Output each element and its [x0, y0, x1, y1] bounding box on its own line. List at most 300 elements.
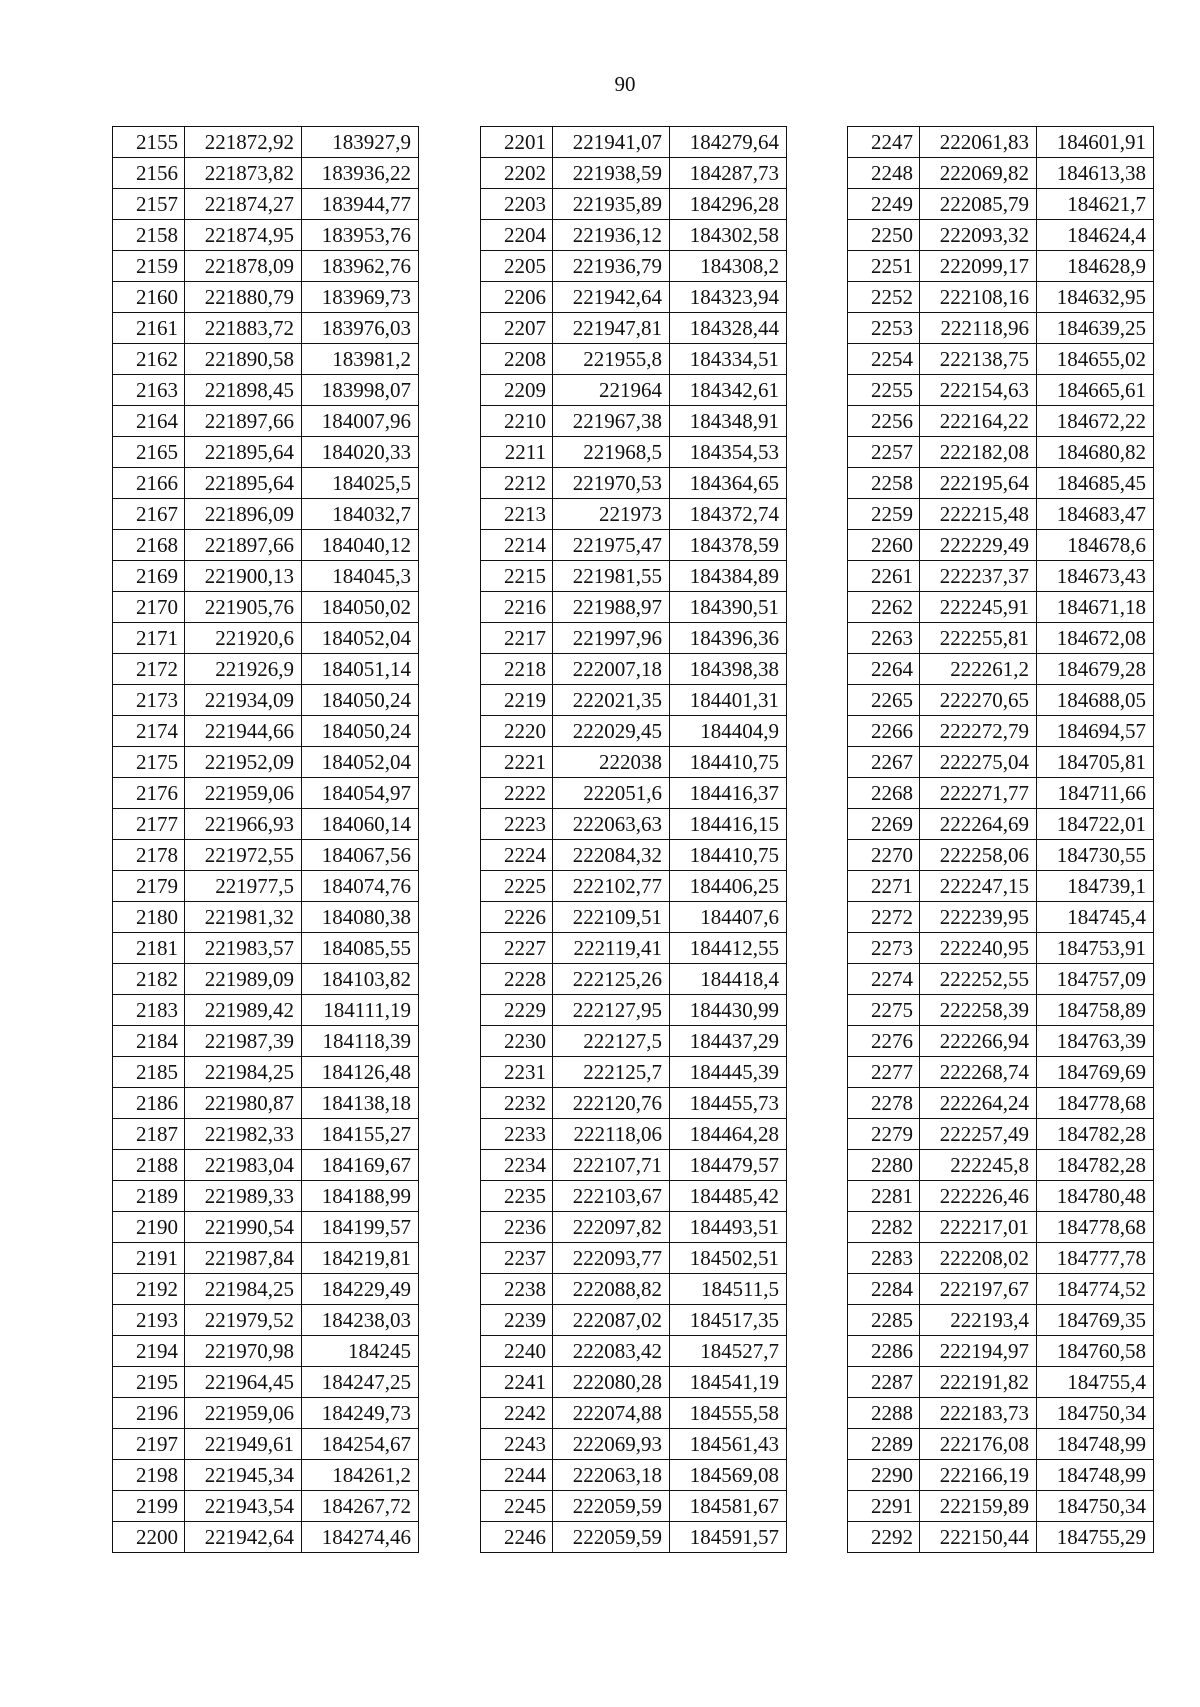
x-coordinate-cell: 222271,77 — [920, 778, 1037, 809]
point-number-cell: 2216 — [481, 592, 553, 623]
x-coordinate-cell: 222164,22 — [920, 406, 1037, 437]
y-coordinate-cell: 184103,82 — [302, 964, 419, 995]
y-coordinate-cell: 184020,33 — [302, 437, 419, 468]
table-row — [481, 158, 787, 189]
x-coordinate-cell: 221989,09 — [185, 964, 302, 995]
x-coordinate-cell: 222239,95 — [920, 902, 1037, 933]
point-number-cell: 2206 — [481, 282, 553, 313]
point-number-cell: 2274 — [848, 964, 920, 995]
x-coordinate-cell: 222247,15 — [920, 871, 1037, 902]
y-coordinate-cell: 184739,1 — [1037, 871, 1154, 902]
point-number-cell: 2175 — [113, 747, 185, 778]
y-coordinate-cell: 184378,59 — [670, 530, 787, 561]
point-number-cell: 2245 — [481, 1491, 553, 1522]
point-number-cell: 2197 — [113, 1429, 185, 1460]
x-coordinate-cell: 221935,89 — [553, 189, 670, 220]
y-coordinate-cell: 184406,25 — [670, 871, 787, 902]
table-row — [481, 437, 787, 468]
x-coordinate-cell: 221977,5 — [185, 871, 302, 902]
y-coordinate-cell: 184054,97 — [302, 778, 419, 809]
x-coordinate-cell: 221878,09 — [185, 251, 302, 282]
point-number-cell: 2260 — [848, 530, 920, 561]
x-coordinate-cell: 222154,63 — [920, 375, 1037, 406]
point-number-cell: 2240 — [481, 1336, 553, 1367]
y-coordinate-cell: 184755,29 — [1037, 1522, 1154, 1553]
y-coordinate-cell: 184025,5 — [302, 468, 419, 499]
point-number-cell: 2178 — [113, 840, 185, 871]
y-coordinate-cell: 184671,18 — [1037, 592, 1154, 623]
point-number-cell: 2285 — [848, 1305, 920, 1336]
y-coordinate-cell: 184517,35 — [670, 1305, 787, 1336]
y-coordinate-cell: 184555,58 — [670, 1398, 787, 1429]
y-coordinate-cell: 184219,81 — [302, 1243, 419, 1274]
point-number-cell: 2229 — [481, 995, 553, 1026]
table-row — [113, 220, 419, 251]
point-number-cell: 2158 — [113, 220, 185, 251]
y-coordinate-cell: 184052,04 — [302, 623, 419, 654]
table-row — [113, 1274, 419, 1305]
page-number: 90 — [614, 72, 636, 96]
table-row — [113, 809, 419, 840]
point-number-cell: 2227 — [481, 933, 553, 964]
point-number-cell: 2164 — [113, 406, 185, 437]
table-row — [848, 1367, 1154, 1398]
table-row — [113, 1522, 419, 1553]
x-coordinate-cell: 222007,18 — [553, 654, 670, 685]
x-coordinate-cell: 222120,76 — [553, 1088, 670, 1119]
table-row — [481, 1336, 787, 1367]
y-coordinate-cell: 184464,28 — [670, 1119, 787, 1150]
y-coordinate-cell: 184138,18 — [302, 1088, 419, 1119]
point-number-cell: 2209 — [481, 375, 553, 406]
table-row — [481, 1305, 787, 1336]
table-row — [848, 251, 1154, 282]
x-coordinate-cell: 222103,67 — [553, 1181, 670, 1212]
point-number-cell: 2222 — [481, 778, 553, 809]
table-row — [848, 189, 1154, 220]
point-number-cell: 2238 — [481, 1274, 553, 1305]
table-row — [481, 1460, 787, 1491]
y-coordinate-cell: 184051,14 — [302, 654, 419, 685]
point-number-cell: 2275 — [848, 995, 920, 1026]
x-coordinate-cell: 222261,2 — [920, 654, 1037, 685]
table-row — [481, 592, 787, 623]
x-coordinate-cell: 222088,82 — [553, 1274, 670, 1305]
x-coordinate-cell: 221938,59 — [553, 158, 670, 189]
table-row — [481, 1119, 787, 1150]
table-row — [481, 530, 787, 561]
x-coordinate-cell: 221981,55 — [553, 561, 670, 592]
table-row — [848, 282, 1154, 313]
table-row — [113, 406, 419, 437]
table-row — [481, 468, 787, 499]
y-coordinate-cell: 184261,2 — [302, 1460, 419, 1491]
y-coordinate-cell: 184372,74 — [670, 499, 787, 530]
y-coordinate-cell: 184126,48 — [302, 1057, 419, 1088]
table-row — [848, 1522, 1154, 1553]
point-number-cell: 2256 — [848, 406, 920, 437]
x-coordinate-cell: 221984,25 — [185, 1274, 302, 1305]
table-row — [481, 1522, 787, 1553]
y-coordinate-cell: 184493,51 — [670, 1212, 787, 1243]
table-row — [481, 1057, 787, 1088]
point-number-cell: 2171 — [113, 623, 185, 654]
point-number-cell: 2219 — [481, 685, 553, 716]
x-coordinate-cell: 222252,55 — [920, 964, 1037, 995]
point-number-cell: 2172 — [113, 654, 185, 685]
y-coordinate-cell: 184254,67 — [302, 1429, 419, 1460]
point-number-cell: 2236 — [481, 1212, 553, 1243]
y-coordinate-cell: 184238,03 — [302, 1305, 419, 1336]
point-number-cell: 2235 — [481, 1181, 553, 1212]
x-coordinate-cell: 221973 — [553, 499, 670, 530]
x-coordinate-cell: 222093,32 — [920, 220, 1037, 251]
table-row — [113, 530, 419, 561]
y-coordinate-cell: 184188,99 — [302, 1181, 419, 1212]
table-row — [113, 1336, 419, 1367]
y-coordinate-cell: 184118,39 — [302, 1026, 419, 1057]
y-coordinate-cell: 184302,58 — [670, 220, 787, 251]
x-coordinate-cell: 221983,04 — [185, 1150, 302, 1181]
point-number-cell: 2270 — [848, 840, 920, 871]
point-number-cell: 2291 — [848, 1491, 920, 1522]
point-number-cell: 2247 — [848, 127, 920, 158]
x-coordinate-cell: 222191,82 — [920, 1367, 1037, 1398]
y-coordinate-cell: 183944,77 — [302, 189, 419, 220]
y-coordinate-cell: 183953,76 — [302, 220, 419, 251]
point-number-cell: 2220 — [481, 716, 553, 747]
point-number-cell: 2208 — [481, 344, 553, 375]
y-coordinate-cell: 184404,9 — [670, 716, 787, 747]
table-row — [113, 1305, 419, 1336]
table-row — [848, 871, 1154, 902]
point-number-cell: 2217 — [481, 623, 553, 654]
point-number-cell: 2258 — [848, 468, 920, 499]
point-number-cell: 2173 — [113, 685, 185, 716]
table-row — [481, 840, 787, 871]
x-coordinate-cell: 221968,5 — [553, 437, 670, 468]
point-number-cell: 2286 — [848, 1336, 920, 1367]
table-row — [848, 778, 1154, 809]
point-number-cell: 2230 — [481, 1026, 553, 1057]
point-number-cell: 2160 — [113, 282, 185, 313]
point-number-cell: 2262 — [848, 592, 920, 623]
y-coordinate-cell: 184410,75 — [670, 747, 787, 778]
point-number-cell: 2207 — [481, 313, 553, 344]
point-number-cell: 2221 — [481, 747, 553, 778]
table-row — [481, 778, 787, 809]
x-coordinate-cell: 222029,45 — [553, 716, 670, 747]
table-row — [848, 1243, 1154, 1274]
x-coordinate-cell: 221979,52 — [185, 1305, 302, 1336]
x-coordinate-cell: 221975,47 — [553, 530, 670, 561]
x-coordinate-cell: 222270,65 — [920, 685, 1037, 716]
x-coordinate-cell: 222226,46 — [920, 1181, 1037, 1212]
point-number-cell: 2233 — [481, 1119, 553, 1150]
table-row — [848, 623, 1154, 654]
y-coordinate-cell: 184364,65 — [670, 468, 787, 499]
table-row — [848, 1429, 1154, 1460]
y-coordinate-cell: 184774,52 — [1037, 1274, 1154, 1305]
table-row — [481, 685, 787, 716]
x-coordinate-cell: 221972,55 — [185, 840, 302, 871]
point-number-cell: 2264 — [848, 654, 920, 685]
y-coordinate-cell: 184748,99 — [1037, 1429, 1154, 1460]
x-coordinate-cell: 221964 — [553, 375, 670, 406]
table-row — [481, 499, 787, 530]
y-coordinate-cell: 184561,43 — [670, 1429, 787, 1460]
y-coordinate-cell: 184672,08 — [1037, 623, 1154, 654]
x-coordinate-cell: 222108,16 — [920, 282, 1037, 313]
y-coordinate-cell: 184782,28 — [1037, 1150, 1154, 1181]
point-number-cell: 2279 — [848, 1119, 920, 1150]
y-coordinate-cell: 184541,19 — [670, 1367, 787, 1398]
y-coordinate-cell: 184080,38 — [302, 902, 419, 933]
y-coordinate-cell: 184777,78 — [1037, 1243, 1154, 1274]
point-number-cell: 2168 — [113, 530, 185, 561]
point-number-cell: 2210 — [481, 406, 553, 437]
table-row — [113, 1398, 419, 1429]
y-coordinate-cell: 184730,55 — [1037, 840, 1154, 871]
x-coordinate-cell: 222080,28 — [553, 1367, 670, 1398]
x-coordinate-cell: 221897,66 — [185, 406, 302, 437]
table-row — [113, 778, 419, 809]
x-coordinate-cell: 221944,66 — [185, 716, 302, 747]
y-coordinate-cell: 184418,4 — [670, 964, 787, 995]
y-coordinate-cell: 184169,67 — [302, 1150, 419, 1181]
x-coordinate-cell: 221896,09 — [185, 499, 302, 530]
y-coordinate-cell: 184680,82 — [1037, 437, 1154, 468]
coordinate-table-1 — [112, 126, 419, 1553]
y-coordinate-cell: 184412,55 — [670, 933, 787, 964]
table-row — [113, 499, 419, 530]
table-row — [481, 189, 787, 220]
table-row — [113, 189, 419, 220]
table-row — [848, 1057, 1154, 1088]
table-row — [113, 1088, 419, 1119]
x-coordinate-cell: 221942,64 — [553, 282, 670, 313]
y-coordinate-cell: 184502,51 — [670, 1243, 787, 1274]
y-coordinate-cell: 184328,44 — [670, 313, 787, 344]
point-number-cell: 2181 — [113, 933, 185, 964]
x-coordinate-cell: 221895,64 — [185, 468, 302, 499]
x-coordinate-cell: 222195,64 — [920, 468, 1037, 499]
table-row — [113, 1491, 419, 1522]
point-number-cell: 2185 — [113, 1057, 185, 1088]
table-row — [848, 499, 1154, 530]
point-number-cell: 2194 — [113, 1336, 185, 1367]
table-row — [481, 964, 787, 995]
point-number-cell: 2283 — [848, 1243, 920, 1274]
table-row — [481, 1274, 787, 1305]
point-number-cell: 2218 — [481, 654, 553, 685]
x-coordinate-cell: 222059,59 — [553, 1491, 670, 1522]
x-coordinate-cell: 222083,42 — [553, 1336, 670, 1367]
point-number-cell: 2192 — [113, 1274, 185, 1305]
table-row — [848, 437, 1154, 468]
x-coordinate-cell: 222182,08 — [920, 437, 1037, 468]
y-coordinate-cell: 184527,7 — [670, 1336, 787, 1367]
y-coordinate-cell: 184416,15 — [670, 809, 787, 840]
table-row — [848, 1026, 1154, 1057]
point-number-cell: 2263 — [848, 623, 920, 654]
table-row — [481, 1429, 787, 1460]
y-coordinate-cell: 184287,73 — [670, 158, 787, 189]
point-number-cell: 2162 — [113, 344, 185, 375]
y-coordinate-cell: 184750,34 — [1037, 1398, 1154, 1429]
table-row — [113, 158, 419, 189]
point-number-cell: 2204 — [481, 220, 553, 251]
x-coordinate-cell: 221983,57 — [185, 933, 302, 964]
x-coordinate-cell: 221874,27 — [185, 189, 302, 220]
point-number-cell: 2280 — [848, 1150, 920, 1181]
y-coordinate-cell: 183981,2 — [302, 344, 419, 375]
table-row — [113, 251, 419, 282]
y-coordinate-cell: 184354,53 — [670, 437, 787, 468]
y-coordinate-cell: 184401,31 — [670, 685, 787, 716]
point-number-cell: 2265 — [848, 685, 920, 716]
point-number-cell: 2177 — [113, 809, 185, 840]
y-coordinate-cell: 184348,91 — [670, 406, 787, 437]
x-coordinate-cell: 221942,64 — [185, 1522, 302, 1553]
table-row — [113, 592, 419, 623]
y-coordinate-cell: 184032,7 — [302, 499, 419, 530]
table-row — [113, 127, 419, 158]
y-coordinate-cell: 184711,66 — [1037, 778, 1154, 809]
point-number-cell: 2287 — [848, 1367, 920, 1398]
table-row — [848, 995, 1154, 1026]
x-coordinate-cell: 221900,13 — [185, 561, 302, 592]
x-coordinate-cell: 221970,98 — [185, 1336, 302, 1367]
y-coordinate-cell: 184778,68 — [1037, 1212, 1154, 1243]
y-coordinate-cell: 184639,25 — [1037, 313, 1154, 344]
table-row — [113, 313, 419, 344]
y-coordinate-cell: 184342,61 — [670, 375, 787, 406]
x-coordinate-cell: 222125,7 — [553, 1057, 670, 1088]
x-coordinate-cell: 222245,91 — [920, 592, 1037, 623]
table-row — [848, 592, 1154, 623]
point-number-cell: 2199 — [113, 1491, 185, 1522]
x-coordinate-cell: 222217,01 — [920, 1212, 1037, 1243]
x-coordinate-cell: 222255,81 — [920, 623, 1037, 654]
x-coordinate-cell: 221941,07 — [553, 127, 670, 158]
point-number-cell: 2255 — [848, 375, 920, 406]
table-row — [848, 1460, 1154, 1491]
point-number-cell: 2157 — [113, 189, 185, 220]
table-row — [113, 437, 419, 468]
x-coordinate-cell: 222268,74 — [920, 1057, 1037, 1088]
y-coordinate-cell: 184624,4 — [1037, 220, 1154, 251]
table-row — [848, 406, 1154, 437]
point-number-cell: 2228 — [481, 964, 553, 995]
y-coordinate-cell: 184245 — [302, 1336, 419, 1367]
table-row — [481, 933, 787, 964]
x-coordinate-cell: 221984,25 — [185, 1057, 302, 1088]
y-coordinate-cell: 184601,91 — [1037, 127, 1154, 158]
x-coordinate-cell: 222193,4 — [920, 1305, 1037, 1336]
x-coordinate-cell: 222102,77 — [553, 871, 670, 902]
table-row — [848, 220, 1154, 251]
x-coordinate-cell: 222264,69 — [920, 809, 1037, 840]
y-coordinate-cell: 184390,51 — [670, 592, 787, 623]
y-coordinate-cell: 184673,43 — [1037, 561, 1154, 592]
table-row — [848, 530, 1154, 561]
y-coordinate-cell: 184410,75 — [670, 840, 787, 871]
y-coordinate-cell: 184758,89 — [1037, 995, 1154, 1026]
x-coordinate-cell: 222264,24 — [920, 1088, 1037, 1119]
y-coordinate-cell: 184111,19 — [302, 995, 419, 1026]
point-number-cell: 2253 — [848, 313, 920, 344]
x-coordinate-cell: 221926,9 — [185, 654, 302, 685]
table-row — [848, 1181, 1154, 1212]
y-coordinate-cell: 184249,73 — [302, 1398, 419, 1429]
table-row — [848, 1274, 1154, 1305]
point-number-cell: 2290 — [848, 1460, 920, 1491]
point-number-cell: 2225 — [481, 871, 553, 902]
point-number-cell: 2266 — [848, 716, 920, 747]
x-coordinate-cell: 222194,97 — [920, 1336, 1037, 1367]
point-number-cell: 2188 — [113, 1150, 185, 1181]
table-row — [848, 158, 1154, 189]
table-row — [848, 1150, 1154, 1181]
point-number-cell: 2195 — [113, 1367, 185, 1398]
point-number-cell: 2196 — [113, 1398, 185, 1429]
table-row — [481, 1367, 787, 1398]
coordinate-table-3 — [847, 126, 1154, 1553]
x-coordinate-cell: 221955,8 — [553, 344, 670, 375]
x-coordinate-cell: 221897,66 — [185, 530, 302, 561]
point-number-cell: 2246 — [481, 1522, 553, 1553]
x-coordinate-cell: 221936,12 — [553, 220, 670, 251]
x-coordinate-cell: 222118,06 — [553, 1119, 670, 1150]
x-coordinate-cell: 222275,04 — [920, 747, 1037, 778]
x-coordinate-cell: 222208,02 — [920, 1243, 1037, 1274]
table-row — [113, 375, 419, 406]
table-row — [481, 1181, 787, 1212]
x-coordinate-cell: 222197,67 — [920, 1274, 1037, 1305]
table-row — [113, 1460, 419, 1491]
table-row — [848, 344, 1154, 375]
y-coordinate-cell: 184621,7 — [1037, 189, 1154, 220]
x-coordinate-cell: 221872,92 — [185, 127, 302, 158]
table-row — [848, 468, 1154, 499]
y-coordinate-cell: 183962,76 — [302, 251, 419, 282]
y-coordinate-cell: 184672,22 — [1037, 406, 1154, 437]
point-number-cell: 2186 — [113, 1088, 185, 1119]
table-row — [848, 1088, 1154, 1119]
table-row — [113, 1026, 419, 1057]
y-coordinate-cell: 184613,38 — [1037, 158, 1154, 189]
x-coordinate-cell: 221947,81 — [553, 313, 670, 344]
point-number-cell: 2190 — [113, 1212, 185, 1243]
x-coordinate-cell: 222074,88 — [553, 1398, 670, 1429]
table-row — [848, 809, 1154, 840]
point-number-cell: 2184 — [113, 1026, 185, 1057]
table-row — [848, 375, 1154, 406]
x-coordinate-cell: 222127,5 — [553, 1026, 670, 1057]
y-coordinate-cell: 184050,02 — [302, 592, 419, 623]
y-coordinate-cell: 184479,57 — [670, 1150, 787, 1181]
point-number-cell: 2277 — [848, 1057, 920, 1088]
x-coordinate-cell: 221987,39 — [185, 1026, 302, 1057]
x-coordinate-cell: 222063,18 — [553, 1460, 670, 1491]
point-number-cell: 2267 — [848, 747, 920, 778]
table-row — [113, 282, 419, 313]
y-coordinate-cell: 184396,36 — [670, 623, 787, 654]
point-number-cell: 2289 — [848, 1429, 920, 1460]
x-coordinate-cell: 221873,82 — [185, 158, 302, 189]
x-coordinate-cell: 222069,82 — [920, 158, 1037, 189]
